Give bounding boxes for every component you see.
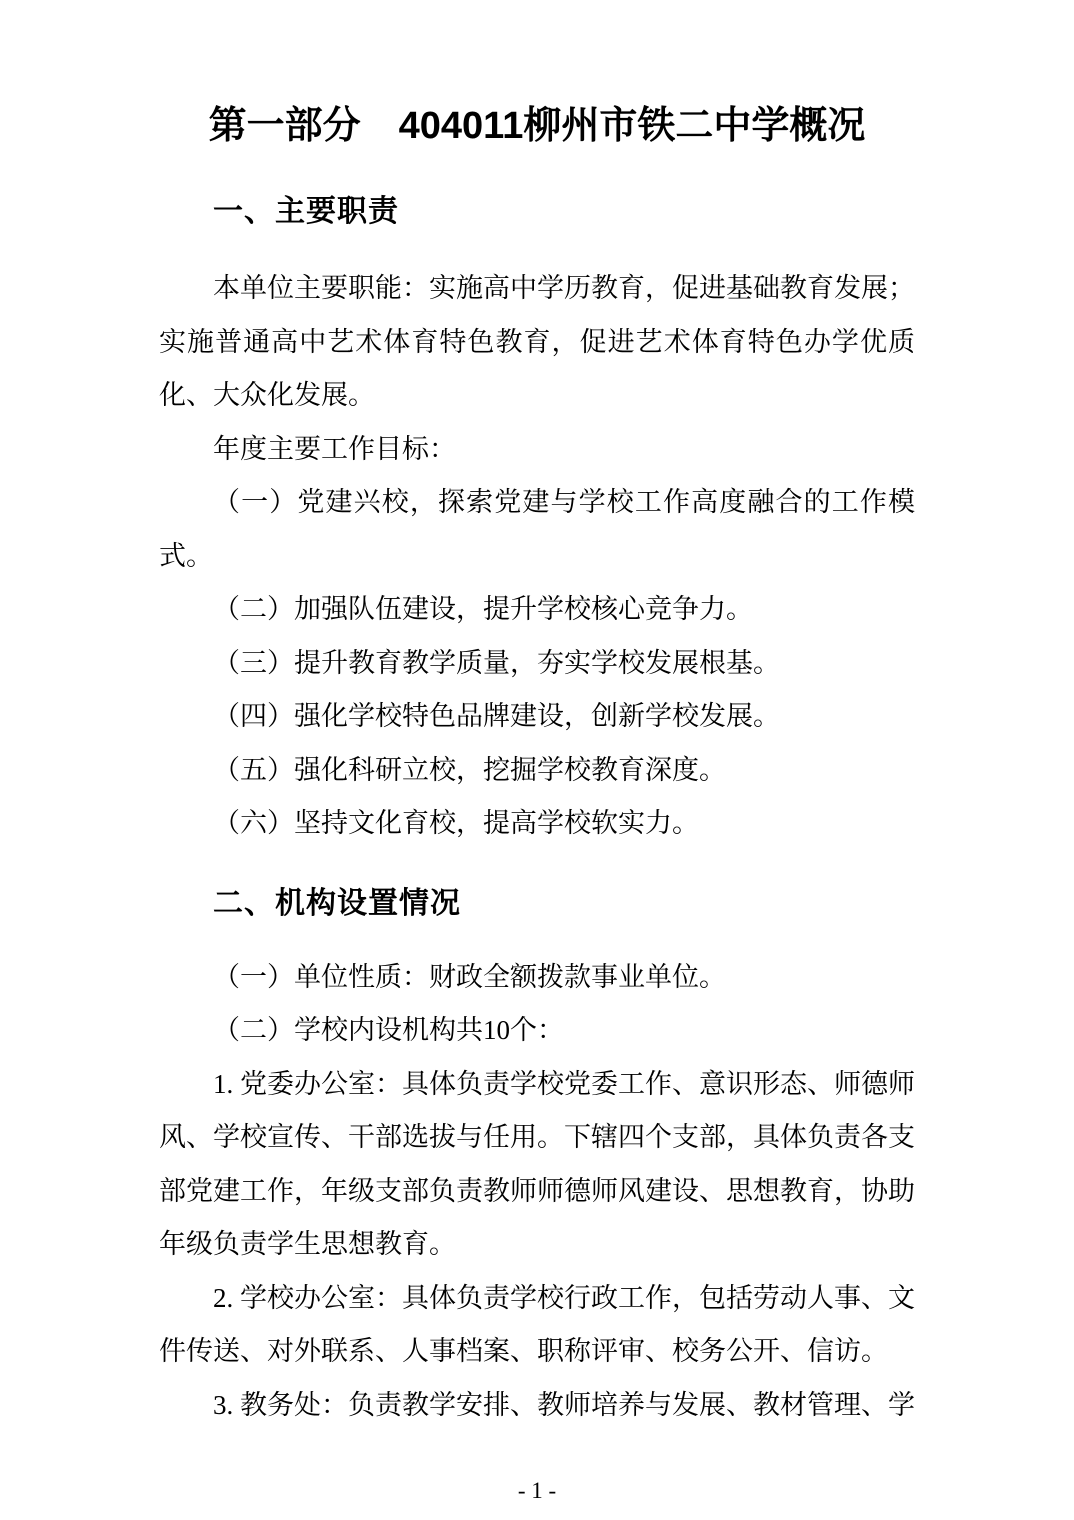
paragraph: 2. 学校办公室：具体负责学校行政工作，包括劳动人事、文件传送、对外联系、人事档案、职称评审、校务公开、信访。	[159, 1282, 915, 1366]
section-body-org-setup	[159, 951, 915, 1433]
paragraph-truncated: 3. 教务处：负责教学安排、教师培养与发展、教材管理、学	[213, 1389, 915, 1420]
paragraph: 本单位主要职能：实施高中学历教育，促进基础教育发展；实施普通高中艺术体育特色教育，促进艺术体育特色办学优质化、大众化发展。	[159, 273, 915, 410]
section-body-main-duties	[159, 262, 915, 851]
paragraph: （二）加强队伍建设，提升学校核心竞争力。	[213, 594, 753, 624]
paragraph: （二）学校内设机构共10个：	[213, 1015, 564, 1045]
paragraph: （五）强化科研立校，挖掘学校教育深度。	[213, 754, 726, 785]
document-content	[159, 0, 915, 1432]
paragraph: （三）提升教育教学质量，夯实学校发展根基。	[213, 647, 780, 678]
paragraph: （一）单位性质：财政全额拨款事业单位。	[213, 961, 726, 992]
paragraph: （六）坚持文化育校，提高学校软实力。	[213, 808, 699, 838]
section-heading-org-setup: 二、机构设置情况	[213, 886, 461, 920]
paragraph: 1. 党委办公室：具体负责学校党委工作、意识形态、师德师风、学校宣传、干部选拔与任用。下辖四个支部，具体负责各支部党建工作，年级支部负责教师师德师风建设、思想教育，协助年级负责学生思想教育。	[159, 1068, 915, 1259]
paragraph: （四）强化学校特色品牌建设，创新学校发展。	[213, 701, 780, 731]
page-number: - 1 -	[517, 1478, 557, 1503]
section-heading-main-duties: 一、主要职责	[213, 195, 399, 228]
paragraph: 年度主要工作目标：	[213, 433, 456, 464]
paragraph: （一）党建兴校，探索党建与学校工作高度融合的工作模式。	[159, 487, 915, 571]
document-title: 第一部分 404011柳州市铁二中学概况	[208, 105, 866, 147]
